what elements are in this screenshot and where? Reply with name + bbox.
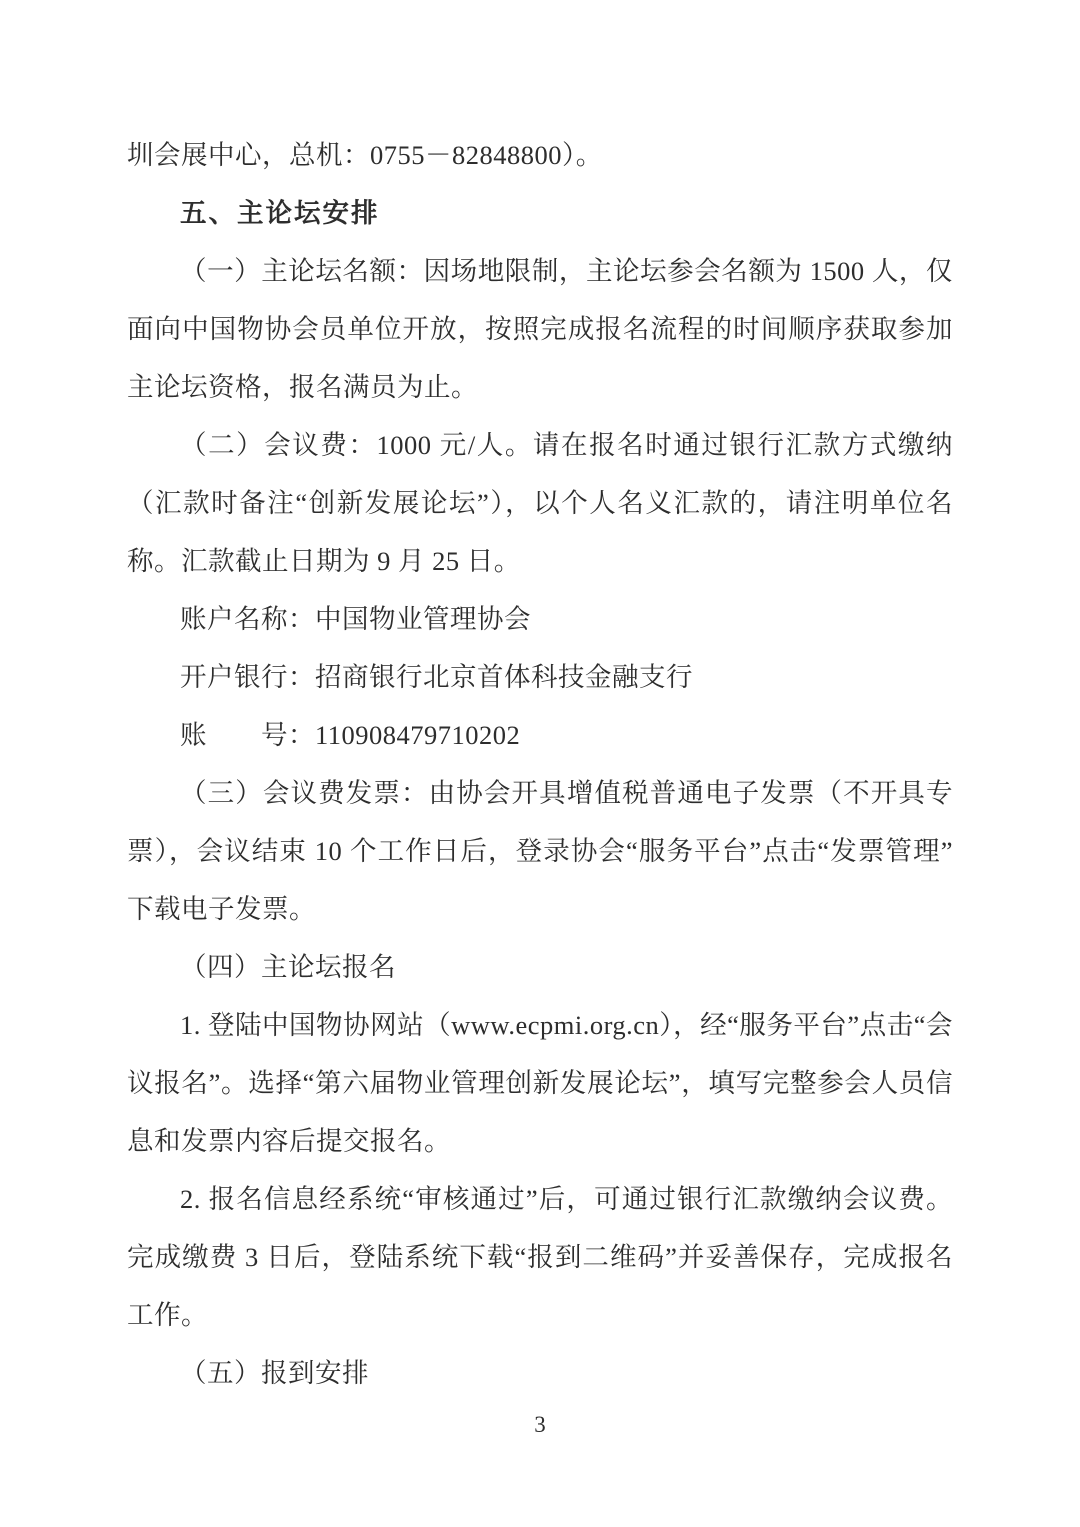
paragraph-conference-fee: （二）会议费：1000 元/人。请在报名时通过银行汇款方式缴纳（汇款时备注“创新发展论坛”），以个人名义汇款的，请注明单位名称。汇款截止日期为 9 月 25 日。	[127, 430, 953, 576]
page-number: 3	[534, 1412, 546, 1437]
paragraph-registration-step1: 1. 登陆中国物协网站（www.ecpmi.org.cn），经“服务平台”点击“会议报名”。选择“第六届物业管理创新发展论坛”，填写完整参会人员信息和发票内容后提交报名。	[127, 1010, 953, 1156]
subsection-checkin: （五）报到安排	[180, 1358, 369, 1388]
line-account-number: 账 号：110908479710202	[180, 720, 521, 750]
document-body	[127, 126, 953, 1402]
subsection-registration: （四）主论坛报名	[180, 952, 396, 982]
paragraph-registration-step2: 2. 报名信息经系统“审核通过”后，可通过银行汇款缴纳会议费。完成缴费 3 日后，登陆系统下载“报到二维码”并妥善保存，完成报名工作。	[127, 1184, 953, 1330]
section-heading: 五、主论坛安排	[180, 198, 380, 228]
line-account-name: 账户名称：中国物业管理协会	[180, 604, 531, 634]
paragraph-invoice: （三）会议费发票：由协会开具增值税普通电子发票（不开具专票），会议结束 10 个工作日后，登录协会“服务平台”点击“发票管理”下载电子发票。	[127, 778, 953, 924]
paragraph-forum-quota: （一）主论坛名额：因场地限制，主论坛参会名额为 1500 人，仅面向中国物协会员单位开放，按照完成报名流程的时间顺序获取参加主论坛资格，报名满员为止。	[127, 256, 953, 402]
paragraph-continuation: 圳会展中心，总机：0755－82848800）。	[127, 140, 603, 170]
line-bank-name: 开户银行：招商银行北京首体科技金融支行	[180, 662, 693, 692]
